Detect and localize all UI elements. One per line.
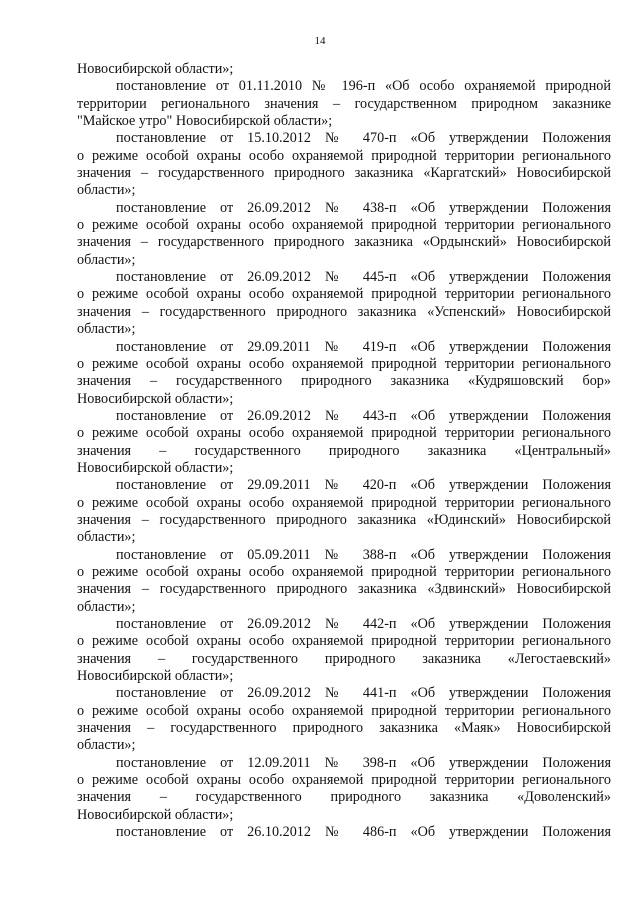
paragraph-first-line: постановление от 29.09.2011 № 419-п «Об утверждении Положения: [116, 338, 611, 355]
paragraph-first-line: постановление от 26.09.2012 № 438-п «Об утверждении Положения: [116, 199, 611, 216]
text-line: значения – государственного природного заказника «Здвинский» Новосибирской: [77, 581, 611, 598]
text-line: значения – государственного природного заказника «Ордынский» Новосибирской: [77, 234, 611, 251]
text-line: Новосибирской области»;: [77, 806, 234, 823]
text-line: о режиме особой охраны особо охраняемой природной территории регионального: [77, 702, 611, 719]
text-line: "Майское утро" Новосибирской области»;: [77, 113, 333, 130]
text-line: о режиме особой охраны особо охраняемой природной территории регионального: [77, 286, 611, 303]
text-line: значения – государственного природного заказника «Кудряшовский бор»: [77, 373, 611, 390]
text-line: о режиме особой охраны особо охраняемой природной территории регионального: [77, 563, 611, 580]
text-line: территории регионального значения – государственном природном заказнике: [77, 95, 611, 112]
paragraph-first-line: постановление от 15.10.2012 № 470-п «Об утверждении Положения: [116, 130, 611, 147]
text-line: области»;: [77, 321, 136, 338]
text-line: о режиме особой охраны особо охраняемой природной территории регионального: [77, 425, 611, 442]
text-line: Новосибирской области»;: [77, 668, 234, 685]
paragraph-first-line: постановление от 26.09.2012 № 445-п «Об утверждении Положения: [116, 269, 611, 286]
text-line: области»;: [77, 251, 136, 268]
text-line: значения – государственного природного заказника «Успенский» Новосибирской: [77, 303, 611, 320]
text-line: области»;: [77, 598, 136, 615]
text-line: Новосибирской области»;: [77, 459, 234, 476]
text-line: о режиме особой охраны особо охраняемой природной территории регионального: [77, 147, 611, 164]
text-line: значения – государственного природного заказника «Доволенский»: [77, 789, 611, 806]
text-line: о режиме особой охраны особо охраняемой природной территории регионального: [77, 494, 611, 511]
text-line: области»;: [77, 529, 136, 546]
paragraph-first-line: постановление от 26.09.2012 № 443-п «Об утверждении Положения: [116, 407, 611, 424]
text-line: значения – государственного природного заказника «Легостаевский»: [77, 650, 611, 667]
text-line: о режиме особой охраны особо охраняемой природной территории регионального: [77, 217, 611, 234]
text-line: о режиме особой охраны особо охраняемой природной территории регионального: [77, 355, 611, 372]
text-line: Новосибирской области»;: [77, 390, 234, 407]
paragraph-first-line: постановление от 01.11.2010 № 196-п «Об особо охраняемой природной: [116, 78, 611, 95]
paragraph-first-line: постановление от 26.10.2012 № 486-п «Об утверждении Положения: [116, 824, 611, 841]
text-line: значения – государственного природного заказника «Маяк» Новосибирской: [77, 720, 611, 737]
document-body: [77, 61, 611, 841]
paragraph-first-line: постановление от 05.09.2011 № 388-п «Об утверждении Положения: [116, 546, 611, 563]
text-line: значения – государственного природного заказника «Каргатский» Новосибирской: [77, 165, 611, 182]
text-line: о режиме особой охраны особо охраняемой природной территории регионального: [77, 772, 611, 789]
text-line: Новосибирской области»;: [77, 61, 234, 77]
text-line: о режиме особой охраны особо охраняемой природной территории регионального: [77, 633, 611, 650]
text-line: области»;: [77, 182, 136, 199]
page-number: 14: [314, 35, 326, 47]
paragraph-first-line: постановление от 26.09.2012 № 442-п «Об утверждении Положения: [116, 616, 611, 632]
text-line: значения – государственного природного заказника «Юдинский» Новосибирской: [77, 511, 611, 528]
paragraph-first-line: постановление от 29.09.2011 № 420-п «Об утверждении Положения: [116, 477, 611, 494]
text-line: значения – государственного природного заказника «Центральный»: [77, 442, 611, 459]
text-line: области»;: [77, 737, 136, 754]
paragraph-first-line: постановление от 26.09.2012 № 441-п «Об утверждении Положения: [116, 685, 611, 702]
paragraph-first-line: постановление от 12.09.2011 № 398-п «Об утверждении Положения: [116, 754, 611, 771]
